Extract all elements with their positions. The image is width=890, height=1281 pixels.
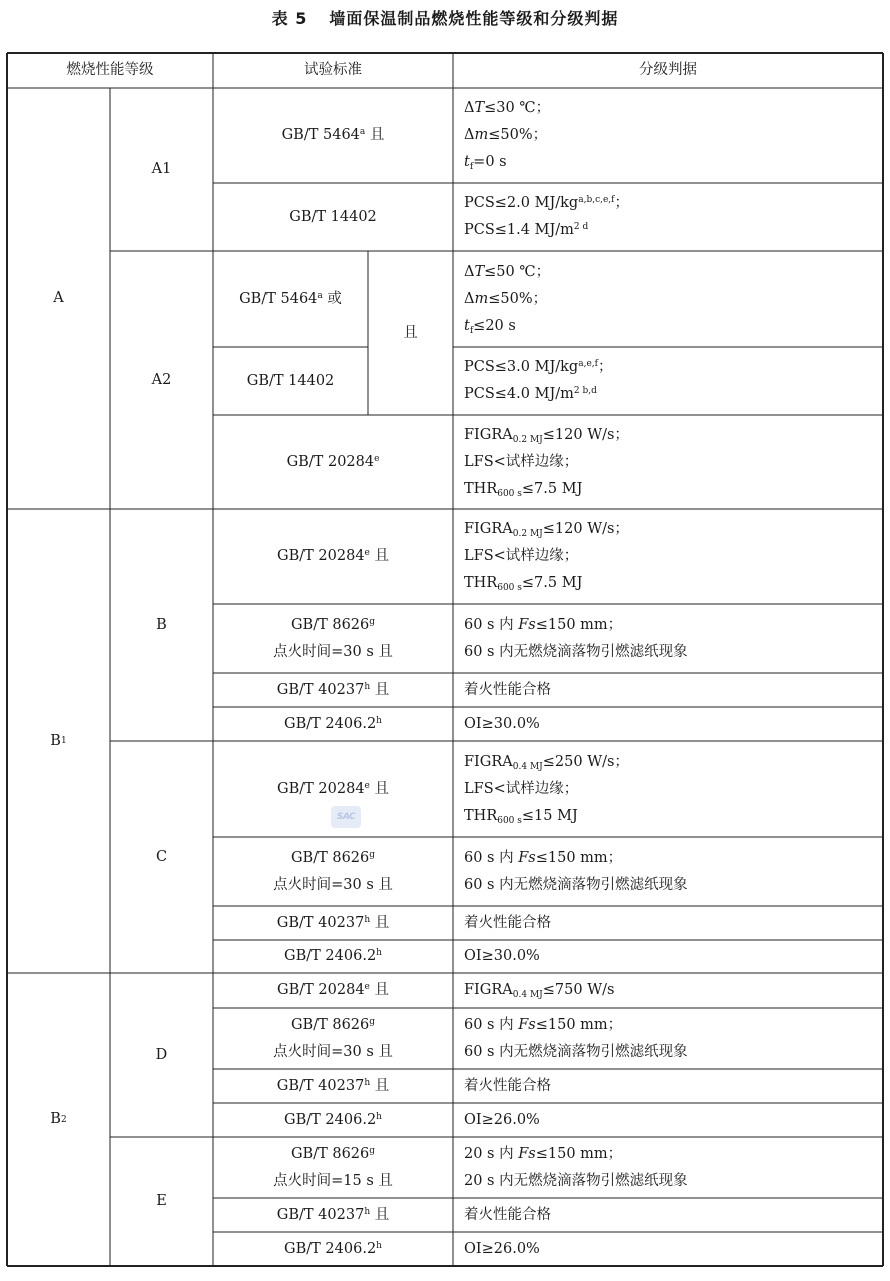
text: GB/T 8626 (290, 849, 370, 866)
criteria-text (464, 354, 612, 408)
standard-cell (213, 940, 453, 973)
delta-symbol: Δ (464, 263, 475, 280)
text: 60 s 内无燃烧滴落物引燃滤纸现象 (464, 643, 688, 660)
class-B2: B 2 (7, 973, 110, 1266)
text: PCS≤4.0 MJ/m (464, 386, 574, 402)
header-label: 分级判据 (639, 62, 697, 78)
text-suffix: ≤150 mm； (535, 1016, 623, 1033)
note-marker: a (359, 127, 366, 137)
ignition-time: 点火时间=30 s 且 (273, 876, 393, 893)
text: GB/T 40237 (276, 1077, 365, 1094)
ignition-time: 点火时间=30 s 且 (273, 1043, 393, 1060)
text: THR (464, 480, 498, 497)
note-marker: 2 b,d (573, 386, 597, 396)
ignition-time: 点火时间=30 s 且 (273, 643, 393, 660)
criteria-line (464, 749, 629, 776)
criteria-text (464, 943, 540, 970)
text: 着火性能合格 (464, 681, 551, 698)
criteria-line (464, 1012, 688, 1039)
text: GB/T 2406.2 (284, 1111, 377, 1128)
variable: T (474, 100, 485, 116)
criteria-line (464, 122, 550, 149)
criteria-line (464, 217, 629, 244)
text: LFS<试样边缘； (464, 780, 579, 797)
text-suffix: 且 (365, 127, 385, 143)
criteria-line (464, 422, 629, 449)
text-suffix: 且 (369, 780, 389, 797)
standard-line (239, 286, 342, 313)
criteria-line (464, 872, 688, 899)
text: ≤50%； (488, 290, 548, 307)
standard-text (284, 1107, 382, 1134)
header-class (7, 53, 213, 88)
criteria-cell (453, 251, 883, 347)
text: ≤50%； (488, 127, 548, 143)
delta-symbol: Δ (464, 127, 475, 143)
standard-cell (213, 415, 453, 509)
text: GB/T 40237 (276, 681, 365, 698)
criteria-cell (453, 183, 883, 251)
criteria-cell (453, 837, 883, 906)
text-suffix: ≤7.5 MJ (521, 575, 583, 591)
criteria-text (464, 1012, 688, 1066)
criteria-line (464, 1168, 688, 1195)
text: 60 s 内无燃烧滴落物引燃滤纸现象 (464, 876, 688, 893)
standard-line (284, 711, 382, 738)
header-standard (213, 53, 453, 88)
standard-text (273, 845, 393, 899)
text-suffix: ≤7.5 MJ (521, 480, 583, 497)
text: 60 s 内 (464, 616, 519, 633)
criteria-line (464, 1141, 688, 1168)
standard-line (277, 977, 389, 1004)
text: GB/T 14402 (246, 372, 335, 389)
text: FIGRA (464, 753, 513, 770)
criteria-cell (453, 1103, 883, 1137)
standard-text (239, 286, 342, 313)
class-E (110, 1137, 213, 1266)
criteria-text (464, 259, 550, 340)
criteria-text (464, 845, 688, 899)
class-label: A2 (151, 371, 172, 388)
standard-cell (213, 707, 453, 741)
criteria-cell (453, 1008, 883, 1069)
text: GB/T 2406.2 (284, 715, 377, 732)
delta-symbol: Δ (464, 290, 475, 307)
standard-text (284, 711, 382, 738)
text-suffix: 且 (370, 681, 390, 698)
standard-line (273, 639, 393, 666)
criteria-line (464, 977, 614, 1004)
criteria-line (464, 1202, 551, 1229)
criteria-line (464, 570, 629, 597)
criteria-cell (453, 1069, 883, 1103)
criteria-line (464, 259, 550, 286)
standard-text (273, 1141, 393, 1195)
criteria-text (464, 95, 550, 176)
criteria-cell (453, 509, 883, 604)
text: ≤30 ℃； (484, 100, 551, 116)
standard-line (277, 543, 389, 570)
note-marker: e (364, 548, 370, 558)
criteria-line (464, 516, 629, 543)
text: GB/T 14402 (289, 208, 377, 225)
criteria-line (464, 711, 540, 738)
criteria-line (464, 910, 551, 937)
criteria-line (464, 803, 629, 830)
text: ≤20 s (473, 317, 516, 334)
criteria-line (464, 1236, 540, 1263)
standard-text (277, 910, 389, 937)
standard-text (273, 612, 393, 666)
standard-cell (213, 1103, 453, 1137)
text: OI≥26.0% (464, 1111, 540, 1128)
criteria-cell (453, 973, 883, 1008)
criteria-text (464, 190, 629, 244)
subscript: 0.4 MJ (512, 761, 543, 772)
standard-text (277, 677, 389, 704)
note-marker: g (369, 1016, 376, 1027)
text-suffix: ； (614, 195, 629, 211)
standard-cell (213, 509, 453, 604)
standard-cell (213, 906, 453, 940)
text: 20 s 内 (464, 1145, 519, 1162)
standard-text (287, 449, 380, 476)
header-label: 试验标准 (304, 62, 362, 78)
standard-text (277, 543, 389, 570)
standard-cell (213, 1232, 453, 1266)
variable: t (464, 154, 470, 170)
note-marker: a,e,f (578, 359, 598, 369)
text: GB/T 20284 (277, 780, 365, 797)
text: GB/T 40237 (276, 1206, 365, 1223)
text: GB/T 8626 (290, 616, 370, 633)
criteria-line (464, 639, 688, 666)
standard-line (273, 872, 393, 899)
standard-text (277, 1202, 389, 1229)
text: FIGRA (464, 982, 513, 998)
standard-line (273, 1012, 393, 1039)
standard-line (247, 368, 335, 395)
text: FIGRA (464, 426, 513, 443)
text: PCS≤3.0 MJ/kg (464, 359, 579, 375)
standard-line (287, 449, 380, 476)
criteria-line (464, 190, 629, 217)
subscript: 600 s (497, 815, 522, 826)
criteria-line (464, 776, 629, 803)
subscript: 0.2 MJ (512, 529, 543, 539)
header-criteria (453, 53, 883, 88)
standard-line (273, 1141, 393, 1168)
standard-cell (213, 604, 453, 673)
standard-cell (213, 973, 453, 1008)
text: LFS<试样边缘； (464, 548, 579, 564)
text: =0 s (473, 154, 507, 170)
class-A2 (110, 251, 213, 509)
note-marker: h (364, 1206, 371, 1217)
connector-label: 且 (403, 324, 418, 341)
standard-line (277, 910, 389, 937)
text: 着火性能合格 (464, 1206, 551, 1223)
text: PCS≤2.0 MJ/kg (464, 195, 579, 211)
subscript: 600 s (497, 583, 522, 593)
text: GB/T 20284 (277, 982, 365, 998)
text: 着火性能合格 (464, 1077, 551, 1094)
sac-watermark-logo: SAC (331, 806, 361, 828)
criteria-line (464, 381, 612, 408)
standard-line (273, 1168, 393, 1195)
criteria-text (464, 910, 551, 937)
text-suffix: ≤250 W/s； (542, 753, 629, 770)
variable: Fs (518, 849, 536, 866)
text: THR (464, 575, 498, 591)
subscript: 600 s (497, 488, 522, 499)
text-suffix: ≤150 mm； (535, 849, 623, 866)
text: 60 s 内无燃烧滴落物引燃滤纸现象 (464, 1043, 688, 1060)
criteria-text (464, 1107, 540, 1134)
criteria-cell (453, 347, 883, 415)
note-marker: h (376, 715, 382, 726)
criteria-text (464, 677, 551, 704)
class-B1: B 1 (7, 509, 110, 973)
note-marker: a,b,c,e,f (578, 195, 615, 205)
criteria-text (464, 749, 629, 830)
class-D (110, 973, 213, 1137)
note-marker: e (364, 780, 370, 791)
standard-text (277, 977, 389, 1004)
criteria-line (464, 149, 550, 176)
text: GB/T 8626 (290, 1016, 370, 1033)
criteria-text (464, 516, 629, 597)
class-A1 (110, 88, 213, 251)
class-C (110, 741, 213, 973)
criteria-cell (453, 88, 883, 183)
note-marker: h (364, 1077, 371, 1088)
text-suffix: ≤150 mm； (535, 616, 623, 633)
class-label: B (156, 616, 167, 633)
standard-cell (213, 347, 368, 415)
standard-line (273, 612, 393, 639)
variable: Fs (518, 616, 536, 633)
criteria-line (464, 1039, 688, 1066)
text: OI≥30.0% (464, 948, 540, 964)
criteria-line (464, 313, 550, 340)
and-connector (368, 251, 453, 415)
standard-line (289, 204, 377, 231)
criteria-cell (453, 415, 883, 509)
criteria-cell (453, 906, 883, 940)
standard-text (277, 776, 389, 803)
criteria-text (464, 1073, 551, 1100)
standard-cell (213, 183, 453, 251)
class-A (7, 88, 110, 509)
standard-line (277, 677, 389, 704)
criteria-text (464, 711, 540, 738)
text: 着火性能合格 (464, 914, 551, 931)
text: GB/T 8626 (290, 1145, 370, 1162)
text-suffix: 或 (322, 290, 342, 307)
standard-cell (213, 837, 453, 906)
text: GB/T 2406.2 (284, 1240, 377, 1257)
standard-line (277, 1073, 389, 1100)
text-suffix: 且 (370, 914, 390, 931)
subscript: 0.2 MJ (512, 434, 543, 445)
variable: m (474, 127, 489, 143)
note-marker: e (374, 453, 380, 464)
note-marker: h (364, 914, 371, 925)
class-label: B (50, 1111, 61, 1127)
note-marker: h (376, 948, 382, 958)
standard-text (284, 1236, 382, 1263)
criteria-line (464, 95, 550, 122)
criteria-line (464, 449, 629, 476)
criteria-line (464, 476, 629, 503)
standard-line (282, 122, 385, 149)
ignition-time: 点火时间=15 s 且 (273, 1172, 393, 1189)
text-suffix: 且 (369, 548, 389, 564)
text: LFS<试样边缘； (464, 453, 579, 470)
text: GB/T 2406.2 (284, 948, 377, 964)
standard-text (289, 204, 377, 231)
note-marker: h (376, 1240, 382, 1251)
criteria-line (464, 286, 550, 313)
text-suffix: ≤750 W/s (542, 982, 615, 998)
variable: T (474, 263, 485, 280)
text: THR (464, 807, 498, 824)
note-marker: h (364, 681, 371, 692)
criteria-line (464, 612, 688, 639)
criteria-line (464, 354, 612, 381)
criteria-cell (453, 604, 883, 673)
text-suffix: 且 (369, 982, 389, 998)
text-suffix: ≤120 W/s； (542, 521, 629, 537)
standard-line (284, 1236, 382, 1263)
text: GB/T 20284 (286, 453, 375, 470)
header-label: 燃烧性能等级 (66, 62, 154, 78)
criteria-cell (453, 1198, 883, 1232)
standard-line (273, 845, 393, 872)
class-label: E (156, 1193, 167, 1209)
standard-text (284, 943, 382, 970)
text: GB/T 20284 (277, 548, 365, 564)
standard-cell (213, 673, 453, 707)
text-suffix: 且 (370, 1206, 390, 1223)
criteria-line (464, 1073, 551, 1100)
variable: Fs (518, 1016, 536, 1033)
standard-text (273, 1012, 393, 1066)
table-caption (0, 6, 890, 29)
note-marker: h (376, 1111, 382, 1122)
standard-line (284, 943, 382, 970)
standard-text (282, 122, 385, 149)
class-B (110, 509, 213, 741)
criteria-text (464, 1202, 551, 1229)
text: OI≥30.0% (464, 715, 540, 732)
class-label: A1 (151, 161, 172, 177)
text: ≤50 ℃； (484, 263, 551, 280)
table-number: 表 5 (271, 9, 308, 28)
criteria-line (464, 543, 629, 570)
note-marker: a (317, 290, 323, 301)
criteria-text (464, 612, 688, 666)
note-marker: g (369, 616, 376, 627)
subscript: 0.4 MJ (512, 990, 543, 1000)
text: GB/T 40237 (276, 914, 365, 931)
note-marker: g (369, 849, 376, 860)
criteria-text (464, 977, 614, 1004)
standard-cell (213, 251, 368, 347)
standard-line (273, 1039, 393, 1066)
criteria-line (464, 1107, 540, 1134)
variable: m (474, 290, 489, 307)
text-suffix: ≤15 MJ (521, 807, 578, 824)
class-label: D (155, 1046, 168, 1063)
text: PCS≤1.4 MJ/m (464, 222, 574, 238)
text-suffix: ≤150 mm； (535, 1145, 623, 1162)
criteria-cell (453, 707, 883, 741)
criteria-line (464, 677, 551, 704)
text: 20 s 内无燃烧滴落物引燃滤纸现象 (464, 1172, 688, 1189)
text-suffix: ≤120 W/s； (542, 426, 629, 443)
criteria-line (464, 845, 688, 872)
class-label: A (53, 290, 64, 306)
standard-line (277, 776, 389, 803)
text: GB/T 5464 (239, 290, 318, 307)
variable: t (464, 317, 470, 334)
standard-cell (213, 88, 453, 183)
standard-line (277, 1202, 389, 1229)
table-title: 墙面保温制品燃烧性能等级和分级判据 (329, 9, 619, 28)
class-label: C (155, 848, 168, 865)
text-suffix: 且 (370, 1077, 390, 1094)
standard-line (284, 1107, 382, 1134)
variable: Fs (518, 1145, 536, 1162)
text: FIGRA (464, 521, 513, 537)
standard-text (247, 368, 335, 395)
subscript: f (469, 325, 474, 336)
text: 60 s 内 (464, 1016, 519, 1033)
standard-text (277, 1073, 389, 1100)
criteria-text (464, 1236, 540, 1263)
standard-cell (213, 1008, 453, 1069)
text: OI≥26.0% (464, 1240, 540, 1257)
criteria-cell (453, 1232, 883, 1266)
standard-cell (213, 1137, 453, 1198)
class-label: B (50, 732, 61, 749)
criteria-text (464, 1141, 688, 1195)
note-marker: e (364, 982, 370, 992)
standard-cell (213, 1069, 453, 1103)
criteria-cell (453, 940, 883, 973)
criteria-line (464, 943, 540, 970)
criteria-cell (453, 741, 883, 837)
text: 60 s 内 (464, 849, 519, 866)
text-suffix: ； (597, 359, 613, 375)
standard-cell (213, 1198, 453, 1232)
note-marker: g (369, 1145, 376, 1156)
criteria-text (464, 422, 629, 503)
note-marker: 2 d (573, 222, 589, 232)
text: GB/T 5464 (281, 127, 360, 143)
subscript: f (469, 162, 474, 172)
delta-symbol: Δ (464, 100, 475, 116)
criteria-cell (453, 673, 883, 707)
criteria-cell (453, 1137, 883, 1198)
